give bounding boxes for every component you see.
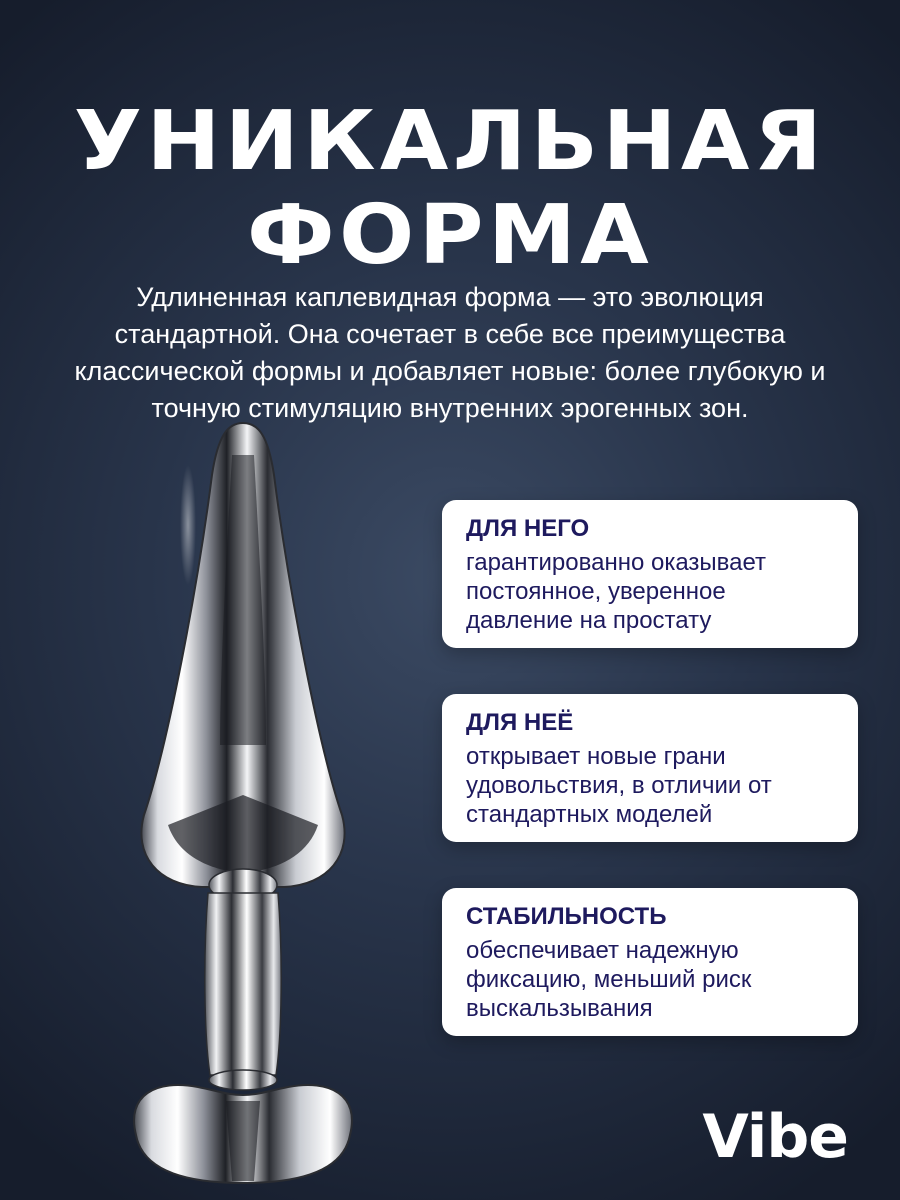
card-title: ДЛЯ НЕЁ xyxy=(466,709,574,736)
card-text: гарантированно оказывает постоянное, уверенное давление на простату xyxy=(466,549,767,634)
card-text: открывает новые грани удовольствия, в отличии от стандартных моделей xyxy=(466,743,772,828)
card-for-her xyxy=(442,694,858,842)
card-title: СТАБИЛЬНОСТЬ xyxy=(466,903,667,930)
card-title: ДЛЯ НЕГО xyxy=(466,515,590,542)
title-line-2: ФОРМА xyxy=(246,187,654,283)
brand-logo: Vibe xyxy=(702,1102,848,1172)
page-title xyxy=(0,95,900,283)
title-line-1: УНИКАЛЬНАЯ xyxy=(73,93,827,189)
card-for-him xyxy=(442,500,858,648)
intro-text: Удлиненная каплевидная форма — это эволюция стандартной. Она сочетает в себе все преимущества классической формы и добавляет новые: более глубокую и точную стимуляцию внутренних эрогенных зон. xyxy=(74,282,826,423)
product-image xyxy=(108,415,378,1190)
card-stability xyxy=(442,888,858,1036)
card-text: обеспечивает надежную фиксацию, меньший риск выскальзывания xyxy=(466,937,752,1022)
